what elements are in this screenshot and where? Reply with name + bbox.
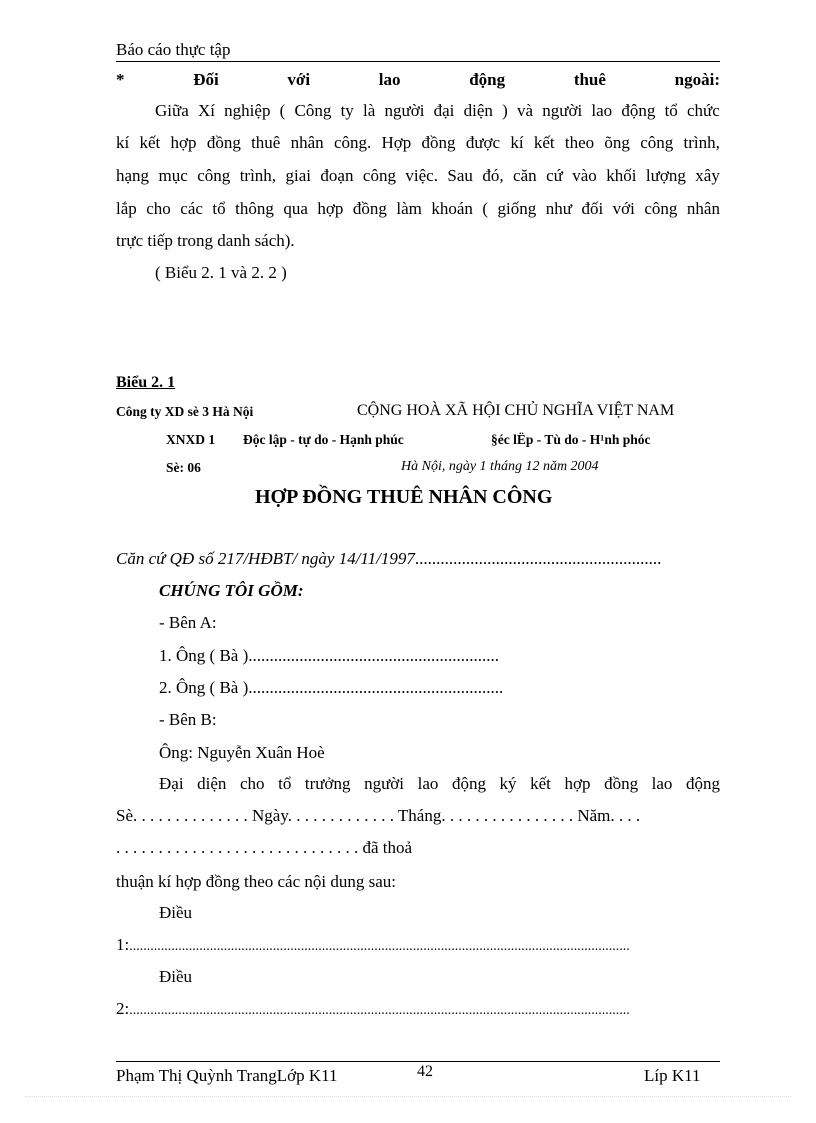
word: khoán	[431, 199, 473, 218]
form-label: Biểu 2. 1	[116, 374, 176, 391]
person-2-line	[159, 678, 503, 698]
word: như	[545, 199, 572, 218]
paragraph-line-3	[116, 166, 720, 186]
word: công	[197, 166, 231, 185]
word: tổ	[212, 199, 226, 218]
word: nhân	[686, 199, 720, 218]
word: đó,	[482, 166, 504, 185]
section-heading	[116, 70, 720, 90]
word: và	[516, 101, 534, 120]
word: tổ	[664, 101, 678, 120]
nation-title: CỘNG HOÀ XÃ HỘI CHỦ NGHĨA VIỆT NAM	[357, 402, 675, 419]
word: động	[621, 101, 656, 120]
word: õng	[604, 133, 630, 152]
word: làm	[396, 199, 422, 218]
word: kí	[510, 133, 524, 152]
header-rule	[116, 61, 720, 62]
word: đồng	[206, 133, 241, 152]
word: tổ	[278, 774, 292, 793]
word: cho	[146, 199, 171, 218]
word: công.	[333, 133, 372, 152]
contract-title: HỢP ĐỒNG THUÊ NHÂN CÔNG	[255, 486, 553, 508]
word: chức	[687, 101, 720, 120]
number-date-line	[116, 806, 720, 826]
person-2-dots: ............................................................	[248, 678, 504, 697]
word: với	[612, 199, 635, 218]
word: là	[363, 101, 376, 120]
page-edge-divider	[25, 1096, 791, 1097]
word: hạng	[116, 166, 150, 185]
basis-line	[116, 549, 661, 569]
footer-class: Líp K11	[644, 1066, 701, 1085]
word: nghiệp	[224, 101, 271, 120]
word: Giữa	[155, 101, 189, 120]
word: xây	[695, 166, 720, 185]
word: đại	[433, 101, 455, 120]
heading-word: động	[469, 70, 506, 89]
paragraph-last-line: trực tiếp trong danh sách).	[116, 231, 295, 250]
word: các	[180, 199, 203, 218]
word: nhân	[290, 133, 324, 152]
word: kết	[139, 133, 161, 152]
word: người	[542, 101, 583, 120]
basis-dots: ..........................................................	[414, 549, 662, 568]
article-1-number: 1:	[116, 935, 130, 954]
page-number: 42	[417, 1063, 433, 1080]
heading-word: thuê	[573, 70, 606, 89]
word: động	[451, 774, 486, 793]
word: diện	[463, 101, 493, 120]
basis-text: Căn cứ QĐ số 217/HĐBT/ ngày 14/11/1997	[116, 549, 415, 568]
word: đối	[581, 199, 604, 218]
person-1-line	[159, 646, 499, 666]
article-2-dots: ...............................................................................................................................................	[129, 1003, 630, 1018]
word: thuê	[251, 133, 281, 152]
paragraph-line-1	[155, 101, 720, 121]
footer-author: Phạm Thị Quỳnh TrangLớp K11	[116, 1066, 338, 1085]
word: khối	[606, 166, 637, 185]
representative-line	[159, 774, 720, 794]
motto: Độc lập - tự do - Hạnh phúc	[243, 432, 404, 447]
footer-rule	[116, 1061, 720, 1062]
motto-garbled: §éc lËp - Tù do - H¹nh phóc	[491, 432, 651, 447]
party-a: - Bên A:	[159, 613, 217, 632]
person-1-dots: ...........................................................	[248, 646, 499, 665]
word: giai	[285, 166, 311, 185]
word: Xí	[197, 101, 215, 120]
paragraph-reference: ( Biểu 2. 1 và 2. 2 )	[155, 263, 287, 282]
article-1-dots: ...............................................................................................................................................	[129, 939, 630, 954]
word: qua	[283, 199, 308, 218]
word: ty	[340, 101, 354, 120]
word: (	[482, 199, 489, 218]
word: đồng	[421, 133, 456, 152]
agree-line: thuận kí hợp đồng theo các nội dung sau:	[116, 872, 396, 891]
we-are-heading: CHÚNG TÔI GỒM:	[159, 581, 304, 600]
article-2-word: Điều	[159, 967, 193, 986]
document-number: Sè: 06	[166, 460, 201, 475]
word: )	[502, 101, 508, 120]
word: công	[644, 199, 678, 218]
word: Công	[294, 101, 332, 120]
word: (	[279, 101, 286, 120]
word: lao	[417, 774, 439, 793]
word: lắp	[116, 199, 137, 218]
heading-word: với	[287, 70, 311, 89]
word: hợp	[170, 133, 197, 152]
word: lao	[651, 774, 673, 793]
running-header: Báo cáo thực tập	[116, 40, 231, 59]
word: theo	[564, 133, 595, 152]
word: căn	[513, 166, 537, 185]
word: trình,	[239, 166, 277, 185]
word: được	[465, 133, 501, 152]
article-2-number: 2:	[116, 999, 130, 1018]
article-2-line	[116, 999, 716, 1019]
word: diện	[197, 774, 227, 793]
word: thông	[235, 199, 274, 218]
article-1-line	[116, 935, 716, 955]
paragraph-line-4	[116, 199, 720, 219]
heading-word: Đối	[193, 70, 219, 89]
person-b: Ông: Nguyễn Xuân Hoè	[159, 743, 325, 762]
word: công	[362, 166, 396, 185]
word: hợp	[317, 199, 344, 218]
word: Sè. . . . . . . . . . . . . . Ngày. . . . . . . . . . . . . Tháng. . . . . . . . . . . . . . . . Năm. . . .	[116, 806, 641, 825]
word: đồng	[604, 774, 639, 793]
word: việc.	[405, 166, 438, 185]
word: hợp	[564, 774, 591, 793]
word: ký	[499, 774, 517, 793]
word: người	[364, 774, 405, 793]
word: người	[384, 101, 425, 120]
word: Đại	[159, 774, 184, 793]
paragraph-line-2	[116, 133, 720, 153]
word: kết	[530, 774, 551, 793]
word: kí	[116, 133, 130, 152]
word: công	[640, 133, 674, 152]
heading-bullet: *	[116, 70, 125, 89]
word: đồng	[352, 199, 387, 218]
word: Sau	[447, 166, 473, 185]
word: lao	[591, 101, 613, 120]
person-1-label: 1. Ông ( Bà )	[159, 646, 249, 665]
word: cho	[239, 774, 265, 793]
word: đoạn	[320, 166, 354, 185]
unit-name: XNXD 1	[166, 432, 216, 447]
article-1-word: Điều	[159, 903, 193, 922]
word: giống	[497, 199, 537, 218]
company-name: Công ty XD sè 3 Hà Nội	[116, 404, 254, 419]
heading-word: ngoài:	[674, 70, 720, 89]
word: kết	[533, 133, 555, 152]
word: trưởng	[304, 774, 351, 793]
word: cứ	[546, 166, 563, 185]
word: vào	[572, 166, 597, 185]
word: mục	[158, 166, 188, 185]
heading-word: lao	[378, 70, 401, 89]
word: động	[686, 774, 720, 793]
word: trình,	[683, 133, 720, 152]
party-b: - Bên B:	[159, 710, 217, 729]
word: Hợp	[381, 133, 412, 152]
person-2-label: 2. Ông ( Bà )	[159, 678, 249, 697]
dots-agree-line: . . . . . . . . . . . . . . . . . . . . . . . . . . . . . đã thoả	[116, 838, 413, 857]
word: lượng	[645, 166, 686, 185]
document-date: Hà Nội, ngày 1 tháng 12 năm 2004	[401, 459, 599, 474]
